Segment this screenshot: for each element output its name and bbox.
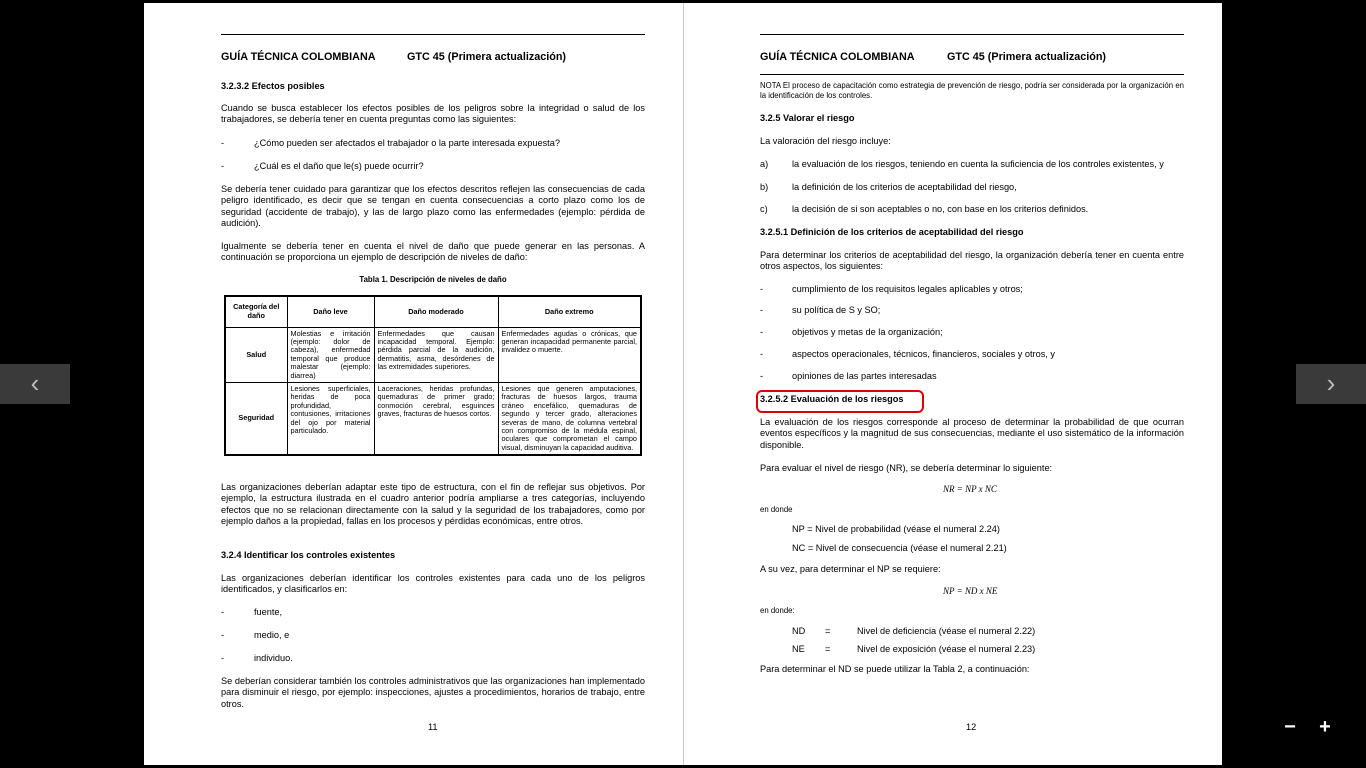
table-title: Tabla 1. Descripción de niveles de daño: [359, 275, 507, 284]
list-item: opiniones de las partes interesadas: [792, 371, 937, 381]
zoom-in-button[interactable]: +: [1319, 716, 1331, 738]
text-label: en donde:: [760, 606, 795, 615]
list-item: medio, e: [254, 630, 290, 640]
definition: NP = Nivel de probabilidad (véase el numeral 2.24): [792, 524, 1000, 534]
previous-page-button[interactable]: [0, 364, 70, 404]
bullet-dash: -: [221, 607, 225, 617]
bullet-dash: -: [760, 284, 764, 294]
table-header: Daño moderado: [374, 296, 498, 327]
definition: NC = Nivel de consecuencia (véase el numeral 2.21): [792, 543, 1007, 553]
table-cell: Enfermedades que causan incapacidad temporal. Ejemplo: pérdida parcial de la audición, dermatitis, asma, desórdenes de las extremidades superiores.: [374, 327, 498, 382]
bullet-dash: -: [221, 138, 225, 148]
paragraph: Las organizaciones deberían identificar los controles existentes para cada uno de los peligros identificados, y clasificarlos en:: [221, 573, 645, 595]
table-header: Categoría del daño: [225, 296, 287, 327]
section-heading: 3.2.5.1 Definición de los criterios de aceptabilidad del riesgo: [760, 227, 1024, 237]
section-heading: 3.2.3.2 Efectos posibles: [221, 81, 325, 91]
list-item: ¿Cuál es el daño que le(s) puede ocurrir?: [254, 161, 424, 171]
list-item: la decisión de si son aceptables o no, con base en los criterios definidos.: [792, 204, 1089, 214]
bullet-dash: -: [760, 327, 764, 337]
bullet-dash: -: [760, 305, 764, 315]
next-page-button[interactable]: [1296, 364, 1366, 404]
definition-symbol: ND: [792, 626, 806, 636]
table-header: Daño leve: [287, 296, 374, 327]
header-rule: [221, 34, 645, 35]
formula-nr: NR = NP x NC: [943, 484, 997, 494]
chevron-left-icon: ‹: [30, 368, 40, 398]
list-marker: b): [760, 182, 769, 192]
section-heading-highlighted: 3.2.5.2 Evaluación de los riesgos: [760, 394, 904, 404]
list-item: objetivos y metas de la organización;: [792, 327, 943, 337]
paragraph: Cuando se busca establecer los efectos posibles de los peligros sobre la integridad o salud de los trabajadores, se debería tener en cuenta preguntas como las siguientes:: [221, 103, 645, 125]
table-cell: Laceraciones, heridas profundas, quemaduras de primer grado; conmoción cerebral, esguinces graves, fracturas de huesos cortos.: [374, 382, 498, 455]
note: NOTA El proceso de capacitación como estrategia de prevención de riesgo, podría ser considerada por la organización en la identificación de los controles.: [760, 81, 1184, 100]
list-item: la evaluación de los riesgos, teniendo en cuenta la suficiencia de los controles existentes, y: [792, 159, 1164, 169]
list-item: fuente,: [254, 607, 283, 617]
bullet-dash: -: [221, 630, 225, 640]
list-item: individuo.: [254, 653, 293, 663]
definition: Nivel de deficiencia (véase el numeral 2.22): [857, 626, 1036, 636]
document-page-11: [144, 3, 683, 765]
damage-levels-table: [224, 295, 642, 456]
formula-np: NP = ND x NE: [943, 586, 998, 596]
list-item: ¿Cómo pueden ser afectados el trabajador o la parte interesada expuesta?: [254, 138, 560, 148]
table-cell: Salud: [225, 327, 287, 382]
paragraph: Se debería tener cuidado para garantizar que los efectos descritos reflejen las consecuencias de cada peligro identificado, es decir que se tengan en cuenta consecuencias a corto plazo como los de seguridad (accidente de trabajo), y las de largo plazo como las enfermedades (ejemplo: pérdida de audición).: [221, 184, 645, 229]
header-standard: GTC 45 (Primera actualización): [407, 51, 567, 63]
bullet-dash: -: [760, 371, 764, 381]
paragraph: Para determinar los criterios de aceptabilidad del riesgo, la organización debería tener en cuenta entre otros aspectos, los siguientes:: [760, 250, 1184, 272]
header-rule: [760, 34, 1184, 35]
list-item: cumplimiento de los requisitos legales aplicables y otros;: [792, 284, 1023, 294]
table-row: [225, 382, 641, 455]
definition: Nivel de exposición (véase el numeral 2.23): [857, 644, 1036, 654]
zoom-out-button[interactable]: −: [1284, 716, 1296, 738]
table-cell: Lesiones superficiales, heridas de poca profundidad, contusiones, irritaciones del ojo por material particulado.: [287, 382, 374, 455]
list-item: su política de S y SO;: [792, 305, 881, 315]
definition-equals: =: [825, 644, 831, 654]
page-number: 11: [428, 722, 438, 732]
header-standard: GTC 45 (Primera actualización): [947, 51, 1107, 63]
note-rule: [760, 74, 1184, 75]
definition-symbol: NE: [792, 644, 805, 654]
page-number: 12: [966, 722, 977, 732]
paragraph: Se deberían considerar también los controles administrativos que las organizaciones han implementado para disminuir el riesgo, por ejemplo: inspecciones, ajustes a procedimientos, horarios de trabajo, entre otros.: [221, 676, 645, 709]
table-header: Daño extremo: [498, 296, 641, 327]
list-item: la definición de los criterios de aceptabilidad del riesgo,: [792, 182, 1017, 192]
bullet-dash: -: [221, 653, 225, 663]
table-cell: Molestias e irritación (ejemplo: dolor de cabeza), enfermedad temporal que produce malestar (ejemplo: diarrea): [287, 327, 374, 382]
document-page-12: [684, 3, 1222, 765]
table-cell: Enfermedades agudas o crónicas, que generan incapacidad permanente parcial, invalidez o muerte.: [498, 327, 641, 382]
list-item: aspectos operacionales, técnicos, financieros, sociales y otros, y: [792, 349, 1055, 359]
bullet-dash: -: [221, 161, 225, 171]
chevron-right-icon: ›: [1326, 368, 1336, 398]
table-cell: Seguridad: [225, 382, 287, 455]
definition-equals: =: [825, 626, 831, 636]
text-label: en donde: [760, 505, 793, 514]
table-row: [225, 327, 641, 382]
section-heading: 3.2.4 Identificar los controles existentes: [221, 550, 396, 560]
list-marker: c): [760, 204, 768, 214]
paragraph: Igualmente se debería tener en cuenta el nivel de daño que puede generar en las personas. A continuación se proporciona un ejemplo de descripción de niveles de daño:: [221, 241, 645, 263]
bullet-dash: -: [760, 349, 764, 359]
paragraph: La valoración del riesgo incluye:: [760, 136, 891, 146]
list-marker: a): [760, 159, 769, 169]
paragraph: Las organizaciones deberían adaptar este tipo de estructura, con el fin de reflejar sus objetivos. Por ejemplo, la estructura ilustrada en el cuadro anterior podría ampliarse a tres categorías, incluyendo efectos que no se relacionan directamente con la salud y la seguridad de los trabajadores, como por ejemplo daños a la propiedad, fallas en los procesos y pérdidas económicas, entre otros.: [221, 482, 645, 527]
paragraph: La evaluación de los riesgos corresponde al proceso de determinar la probabilidad de que ocurran eventos específicos y la magnitud de sus consecuencias, mediante el uso sistemático de la información disponible.: [760, 417, 1184, 450]
paragraph: Para evaluar el nivel de riesgo (NR), se debería determinar lo siguiente:: [760, 463, 1053, 473]
table-cell: Lesiones que generen amputaciones, fracturas de huesos largos, trauma cráneo encefálico, quemaduras de segundo y tercer grado, alteraciones severas de mano, de columna vertebral con compromiso de la médula espinal, oculares que comprometan el campo visual, disminuyan la capacidad auditiva.: [498, 382, 641, 455]
header-title: GUÍA TÉCNICA COLOMBIANA: [221, 51, 376, 63]
header-title: GUÍA TÉCNICA COLOMBIANA: [760, 51, 915, 63]
section-heading: 3.2.5 Valorar el riesgo: [760, 113, 855, 123]
paragraph: A su vez, para determinar el NP se requiere:: [760, 564, 941, 574]
paragraph: Para determinar el ND se puede utilizar la Tabla 2, a continuación:: [760, 664, 1030, 674]
